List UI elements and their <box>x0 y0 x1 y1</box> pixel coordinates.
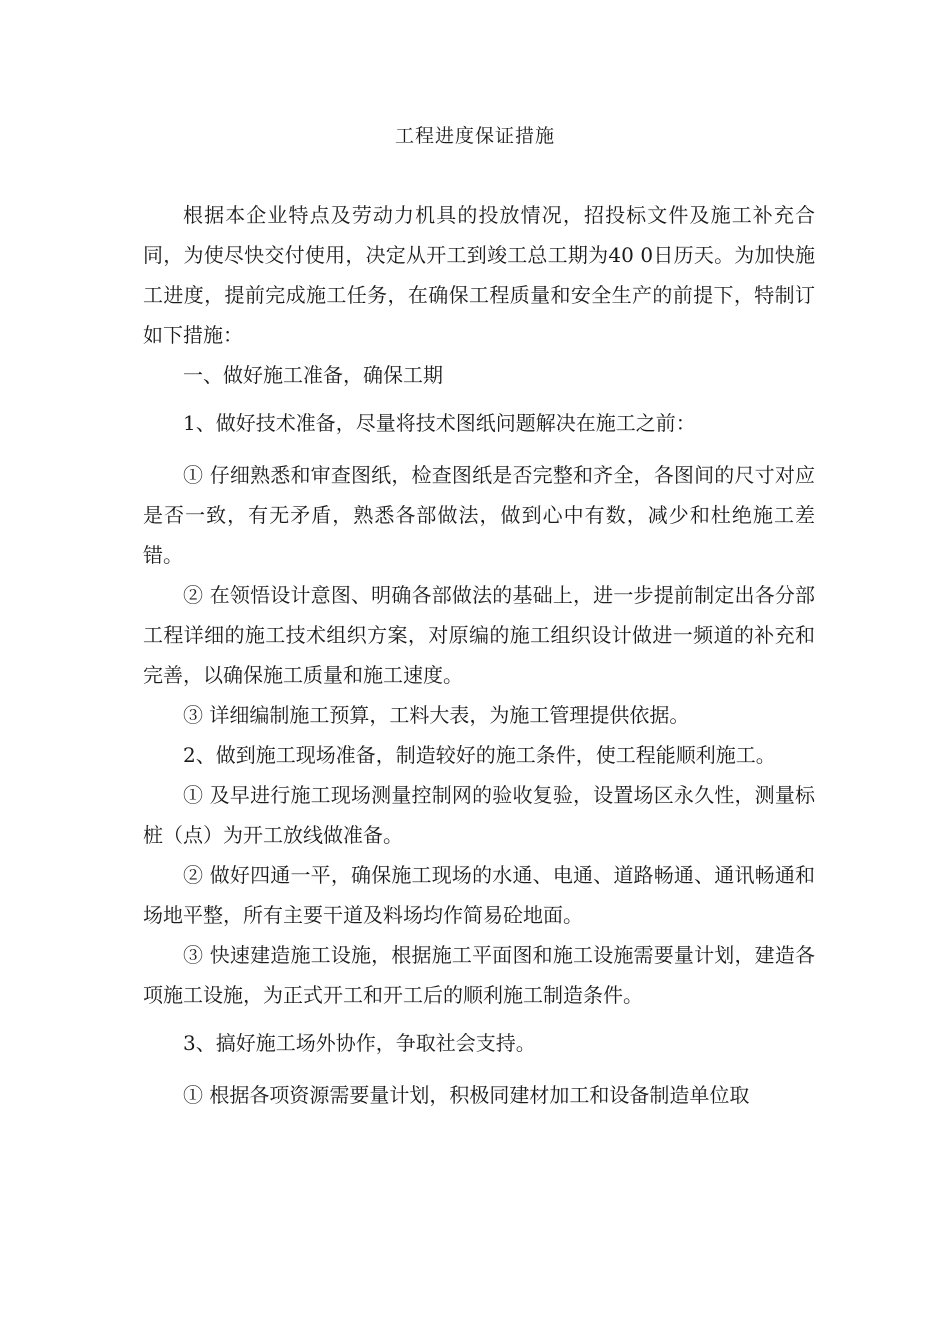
list-item: ② 在领悟设计意图、明确各部做法的基础上，进一步提前制定出各分部工程详细的施工技术组织方案，对原编的施工组织设计做进一频道的补充和完善，以确保施工质量和施工速度。 <box>143 583 815 687</box>
list-item: ② 做好四通一平，确保施工现场的水通、电通、道路畅通、通讯畅通和场地平整，所有主要干道及料场均作简易砼地面。 <box>143 863 815 927</box>
document-title: 工程进度保证措施 <box>394 125 555 147</box>
document-body <box>143 195 815 1115</box>
list-item: ① 仔细熟悉和审查图纸，检查图纸是否完整和齐全，各图间的尺寸对应是否一致，有无矛盾，熟悉各部做法，做到心中有数，减少和杜绝施工差错。 <box>143 463 815 567</box>
subsection-heading-1: 1、做好技术准备，尽量将技术图纸问题解决在施工之前： <box>183 411 696 435</box>
subsection-heading-3: 3、搞好施工场外协作，争取社会支持。 <box>183 1031 536 1055</box>
list-item: ① 根据各项资源需要量计划，积极同建材加工和设备制造单位取 <box>183 1083 750 1107</box>
list-item: ③ 快速建造施工设施，根据施工平面图和施工设施需要量计划，建造各项施工设施，为正式开工和开工后的顺利施工制造条件。 <box>143 943 815 1007</box>
paragraph-intro: 根据本企业特点及劳动力机具的投放情况，招投标文件及施工补充合同，为使尽快交付使用，决定从开工到竣工总工期为40 0日历天。为加快施工进度，提前完成施工任务，在确保工程质量和安全生产的前提下，特制订如下措施： <box>143 203 815 347</box>
subsection-heading-2: 2、做到施工现场准备，制造较好的施工条件，使工程能顺利施工。 <box>183 743 776 767</box>
list-item: ① 及早进行施工现场测量控制网的验收复验，设置场区永久性，测量标桩（点）为开工放线做准备。 <box>143 783 815 847</box>
list-item: ③ 详细编制施工预算，工料大表，为施工管理提供依据。 <box>183 703 690 727</box>
section-heading-1: 一、做好施工准备，确保工期 <box>183 363 443 387</box>
